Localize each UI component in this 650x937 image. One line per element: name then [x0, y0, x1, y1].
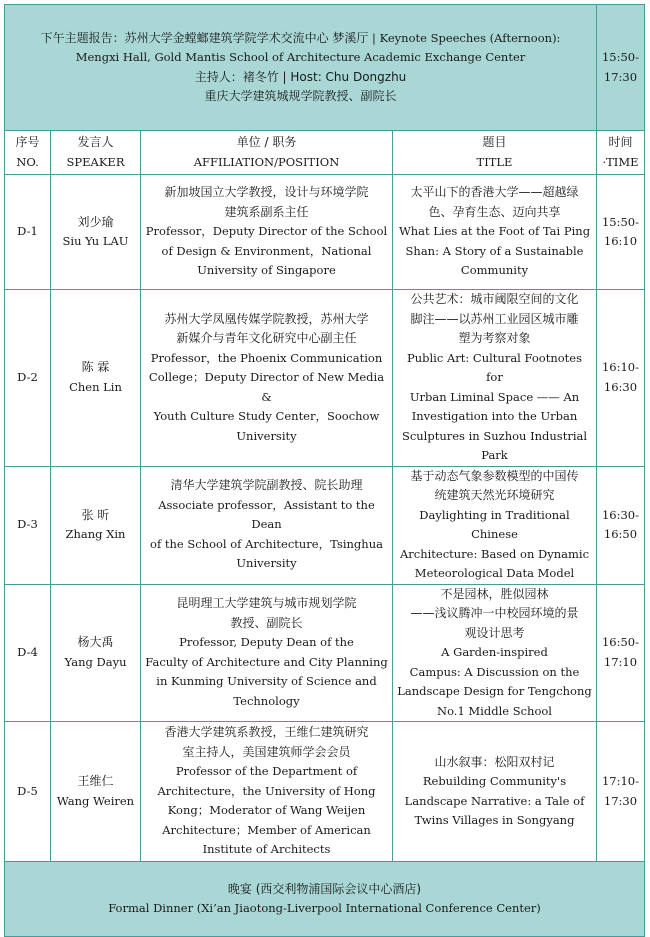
row-no: D-5 — [5, 722, 51, 862]
time-end: 16:10 — [603, 234, 638, 248]
affil-en-line: in Kunming University of Science and — [156, 674, 377, 689]
affil-en-line: University of Singapore — [197, 263, 336, 278]
speaker-name-en: Siu Yu LAU — [62, 234, 129, 248]
table-row — [5, 175, 645, 290]
title-zh-line: ——浅议腾冲一中校园环境的景 — [410, 606, 579, 620]
table-row — [5, 466, 645, 584]
affil-en-line: Institute of Architects — [202, 842, 331, 857]
header-no-zh: 序号 — [15, 135, 40, 149]
schedule-table — [4, 4, 645, 937]
column-header-row — [5, 131, 645, 175]
affil-en-line: Youth Culture Study Center，Soochow — [153, 409, 380, 423]
header-affil-en: AFFILIATION/POSITION — [193, 154, 340, 169]
time-end: 16:30 — [603, 379, 638, 394]
affil-zh-line: 新加坡国立大学教授，设计与环境学院 — [164, 185, 369, 200]
time-end: 16:50 — [603, 527, 638, 541]
title-zh-line: 塑为考察对象 — [458, 331, 531, 345]
session-title-en-1: | Keynote Speeches (Afternoon): — [372, 30, 561, 45]
session-time-end: 17:30 — [603, 69, 638, 84]
row-speaker — [51, 722, 141, 862]
affil-zh-line: 室主持人，美国建筑师学会会员 — [182, 744, 351, 759]
row-no: D-4 — [5, 584, 51, 722]
affil-en-line: of Design & Environment，National — [161, 243, 372, 258]
row-no: D-2 — [5, 290, 51, 467]
affil-zh-line: 苏州大学凤凰传媒学院教授，苏州大学 — [164, 311, 369, 326]
time-start: 15:50- — [601, 214, 640, 229]
title-en-line: Shan: A Story of a Sustainable — [405, 243, 584, 258]
session-host-title: 重庆大学建筑城规学院教授、副院长 — [204, 89, 397, 103]
title-en-line: Campus: A Discussion on the — [409, 664, 580, 679]
header-affiliation — [141, 131, 393, 175]
speaker-name-zh: 杨大禹 — [77, 635, 114, 650]
dinner-en: Formal Dinner (Xi’an Jiaotong-Liverpool International Conference Center) — [108, 901, 541, 915]
title-en-line: Landscape Narrative: a Tale of — [404, 793, 585, 808]
affil-en-line: Technology — [233, 693, 300, 708]
time-end: 17:10 — [603, 654, 638, 669]
header-time-en: ·TIME — [602, 154, 639, 169]
title-en-line: Meteorological Data Model — [414, 566, 575, 580]
title-en-line: Park — [481, 448, 508, 462]
title-en-line: Public Art: Cultural Footnotes for — [407, 350, 582, 384]
affil-en-line: Professor of the Department of — [175, 764, 358, 779]
title-en-line: Sculptures in Suzhou Industrial — [401, 428, 588, 443]
affil-en-line: University — [236, 428, 297, 443]
row-speaker — [51, 175, 141, 290]
row-title — [393, 290, 597, 467]
row-speaker — [51, 584, 141, 722]
title-en-line: Twins Villages in Songyang — [414, 813, 575, 827]
title-en-line: Architecture: Based on Dynamic — [399, 546, 590, 561]
session-time — [597, 5, 645, 131]
title-en-line: Investigation into the Urban — [411, 409, 578, 423]
affil-zh-line: 香港大学建筑系教授，王维仁建筑研究 — [164, 725, 369, 740]
affil-en-line: Kong；Moderator of Wang Weijen — [167, 803, 366, 818]
session-title-zh: 下午主题报告：苏州大学金螳螂建筑学院学术交流中心 梦溪厅 — [40, 30, 369, 45]
speaker-name-zh: 刘少瑜 — [77, 214, 114, 229]
row-time — [597, 175, 645, 290]
row-affiliation — [141, 466, 393, 584]
title-en-line: Rebuilding Community's — [422, 774, 567, 788]
title-zh-line: 山水叙事：松阳双村记 — [434, 754, 555, 769]
row-time — [597, 584, 645, 722]
row-time — [597, 466, 645, 584]
speaker-name-en: Wang Weiren — [56, 793, 135, 808]
affil-en-line: Faculty of Architecture and City Planning — [145, 654, 388, 669]
session-info — [5, 5, 597, 131]
row-speaker — [51, 290, 141, 467]
header-speaker-zh: 发言人 — [77, 135, 114, 149]
session-header-row — [5, 5, 645, 131]
row-title — [393, 466, 597, 584]
affil-en-line: Professor, Deputy Dean of the — [179, 635, 354, 650]
affil-en-line: University — [236, 556, 297, 571]
affil-en-line: Professor，Deputy Director of the School — [145, 224, 388, 239]
title-en-line: A Garden-inspired — [441, 645, 548, 659]
header-no-en: NO. — [16, 154, 39, 169]
title-en-line: Daylighting in Traditional Chinese — [419, 507, 570, 541]
affil-zh-line: 清华大学建筑学院副教授、院长助理 — [170, 478, 363, 493]
title-zh-line: 观设计思考 — [464, 625, 525, 640]
speaker-name-en: Yang Dayu — [64, 654, 127, 669]
row-title — [393, 175, 597, 290]
title-zh-line: 基于动态气象参数模型的中国传 — [410, 468, 579, 483]
row-time — [597, 290, 645, 467]
dinner-info — [5, 862, 645, 937]
header-time-zh: 时间 — [608, 135, 633, 149]
affil-zh-line: 建筑系副系主任 — [224, 204, 309, 219]
session-title-en-2: Mengxi Hall, Gold Mantis School of Architecture Academic Exchange Center — [75, 50, 526, 64]
speaker-name-zh: 陈 霖 — [81, 360, 110, 375]
affil-en-line: Architecture；Member of American — [162, 822, 371, 837]
affil-en-line: College；Deputy Director of New Media & — [148, 370, 385, 404]
title-en-line: Urban Liminal Space —— An — [409, 389, 580, 404]
dinner-row — [5, 862, 645, 937]
header-affil-zh: 单位 / 职务 — [236, 135, 297, 149]
affil-zh-line: 新媒介与青年文化研究中心副主任 — [176, 331, 357, 345]
row-no: D-3 — [5, 466, 51, 584]
time-start: 16:30- — [601, 507, 640, 522]
title-zh-line: 色、孕育生态、迈向共享 — [428, 204, 561, 219]
title-en-line: No.1 Middle School — [437, 703, 552, 718]
title-zh-line: 脚注——以苏州工业园区城市雕 — [410, 311, 579, 326]
row-speaker — [51, 466, 141, 584]
time-start: 17:10- — [601, 774, 640, 788]
table-row — [5, 722, 645, 862]
row-affiliation — [141, 584, 393, 722]
affil-en-line: of the School of Architecture，Tsinghua — [150, 536, 383, 551]
affil-zh-line: 昆明理工大学建筑与城市规划学院 — [176, 596, 357, 611]
affil-en-line: Professor，the Phoenix Communication — [150, 350, 383, 365]
title-en-line: Landscape Design for Tengchong — [397, 684, 592, 698]
time-start: 16:10- — [601, 360, 640, 375]
table-row — [5, 584, 645, 722]
title-zh-line: 统建筑天然光环境研究 — [434, 488, 555, 502]
header-time — [597, 131, 645, 175]
row-affiliation — [141, 290, 393, 467]
speaker-name-en: Chen Lin — [69, 379, 122, 394]
dinner-zh: 晚宴 (西交利物浦国际会议中心酒店) — [227, 881, 422, 896]
title-zh-line: 不是园林，胜似园林 — [440, 586, 549, 601]
header-title-zh: 题目 — [482, 135, 507, 149]
row-title — [393, 584, 597, 722]
title-zh-line: 公共艺术：城市阈限空间的文化 — [410, 292, 579, 306]
title-en-line: What Lies at the Foot of Tai Ping — [398, 224, 591, 239]
session-host: 主持人：褚冬竹 | Host: Chu Dongzhu — [194, 69, 407, 84]
speaker-name-zh: 张 昕 — [81, 507, 110, 522]
affil-zh-line: 教授、副院长 — [230, 615, 303, 630]
row-no: D-1 — [5, 175, 51, 290]
header-title — [393, 131, 597, 175]
table-row — [5, 290, 645, 467]
row-affiliation — [141, 722, 393, 862]
row-affiliation — [141, 175, 393, 290]
affil-en-line: Architecture，the University of Hong — [157, 783, 376, 798]
affil-en-line: Associate professor，Assistant to the Dean — [158, 497, 375, 532]
title-en-line: Community — [460, 263, 529, 278]
speaker-name-zh: 王维仁 — [77, 774, 114, 788]
header-no — [5, 131, 51, 175]
speaker-name-en: Zhang Xin — [65, 527, 126, 541]
session-time-start: 15:50- — [601, 50, 640, 64]
time-end: 17:30 — [603, 793, 638, 808]
header-speaker — [51, 131, 141, 175]
header-speaker-en: SPEAKER — [66, 154, 125, 169]
row-time — [597, 722, 645, 862]
header-title-en: TITLE — [476, 154, 513, 169]
row-title — [393, 722, 597, 862]
time-start: 16:50- — [601, 635, 640, 650]
title-zh-line: 太平山下的香港大学——超越绿 — [410, 185, 579, 200]
